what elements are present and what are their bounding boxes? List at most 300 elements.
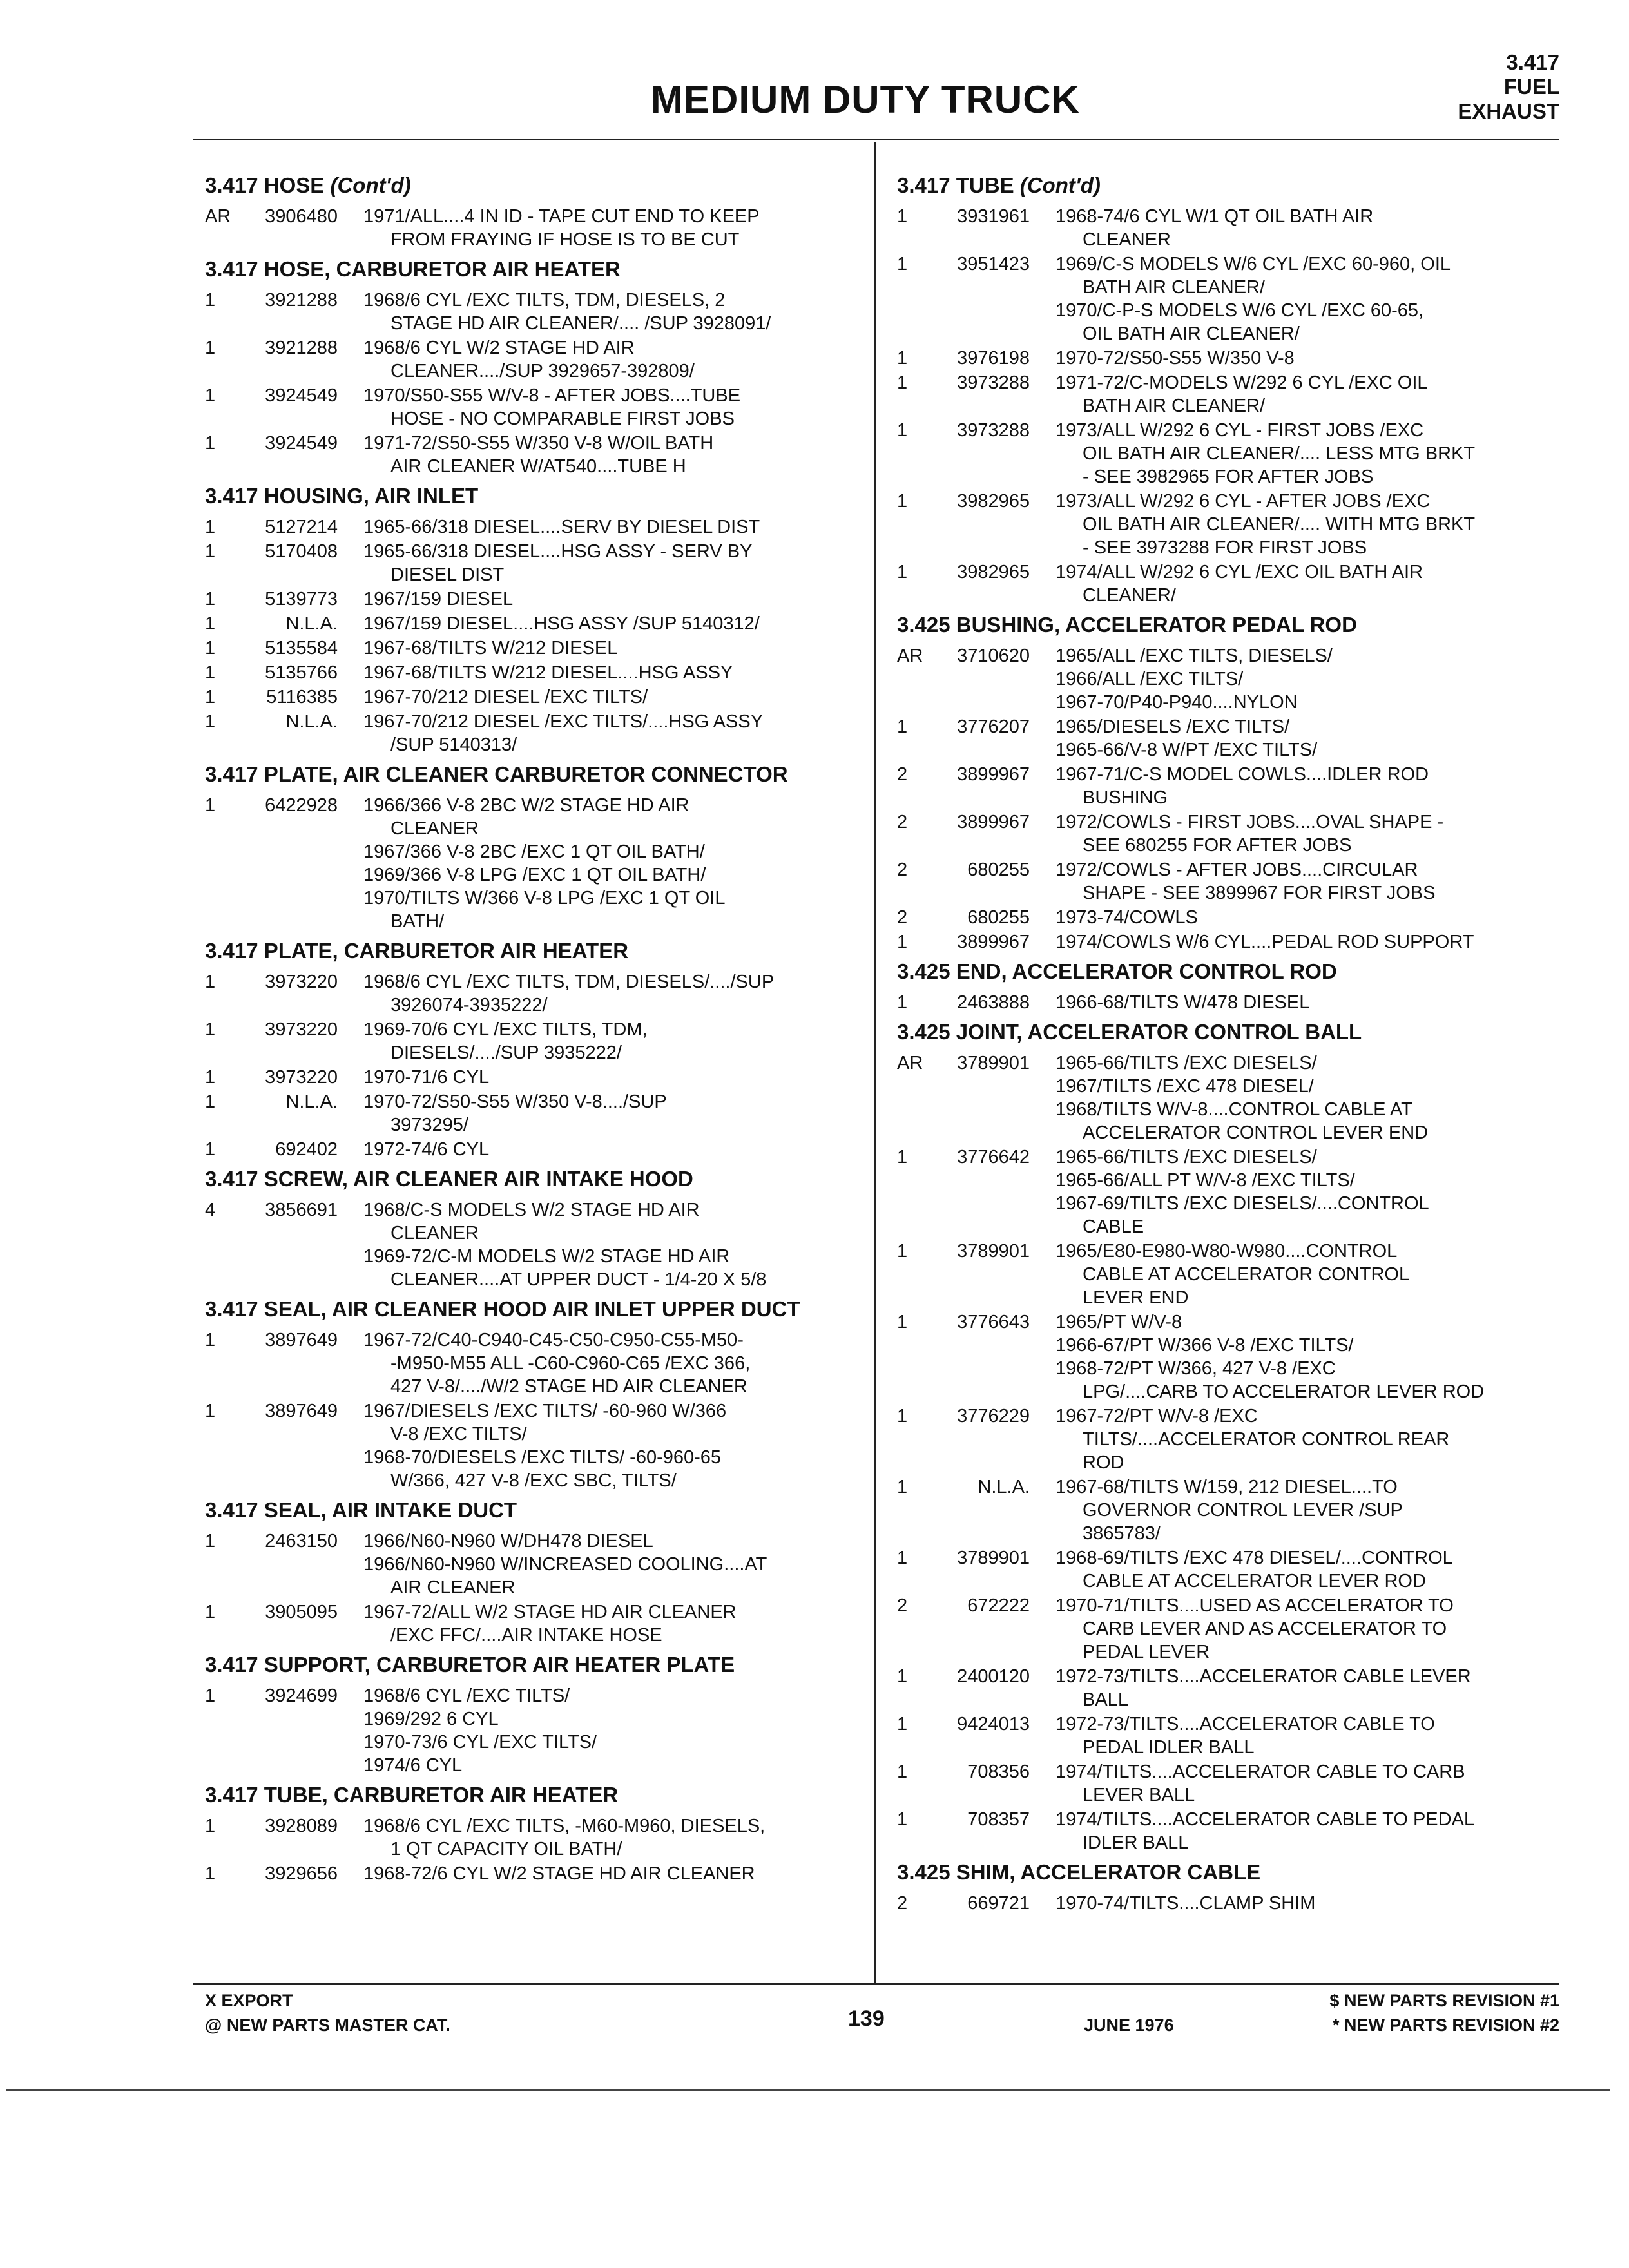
- part-row: [205, 289, 862, 335]
- part-quantity: 1: [205, 711, 216, 732]
- part-application: [363, 661, 862, 684]
- continued-marker: (Cont'd): [330, 173, 411, 197]
- application-line: 1968/6 CYL /EXC TILTS, TDM, DIESELS/..../SUP: [363, 972, 775, 992]
- catalog-section: [205, 1783, 862, 1885]
- part-quantity: 1: [205, 1091, 216, 1112]
- part-number: 3899967: [957, 932, 1030, 952]
- application-line: 1967-68/TILTS W/159, 212 DIESEL....TO: [1055, 1477, 1398, 1497]
- application-line: 1967/DIESELS /EXC TILTS/ -60-960 W/366: [363, 1401, 727, 1421]
- part-number: 6422928: [265, 795, 338, 816]
- part-row: [897, 715, 1554, 762]
- part-number: 3924699: [265, 1686, 338, 1706]
- page-bottom-rule: [6, 2089, 1610, 2091]
- part-quantity: 1: [205, 433, 216, 454]
- part-application: [1055, 1808, 1554, 1854]
- part-number: 3905095: [265, 1602, 338, 1622]
- part-number: 3973220: [265, 1067, 338, 1088]
- part-number: 3710620: [957, 646, 1030, 666]
- continued-marker: (Cont'd): [1019, 173, 1101, 197]
- part-application: [1055, 930, 1554, 954]
- section-number: 3.417: [205, 1498, 258, 1522]
- part-row: [897, 1475, 1554, 1545]
- part-quantity: 2: [897, 764, 908, 785]
- part-number: 680255: [967, 907, 1030, 928]
- part-row: [897, 347, 1554, 370]
- part-row: [897, 1405, 1554, 1474]
- part-number: N.L.A.: [285, 613, 338, 634]
- section-title: PLATE, CARBURETOR AIR HEATER: [264, 939, 629, 963]
- part-quantity: 1: [897, 1406, 908, 1427]
- column-divider: [874, 142, 876, 1984]
- application-line: 1969-72/C-M MODELS W/2 STAGE HD AIR: [363, 1246, 730, 1267]
- part-number: 3921288: [265, 338, 338, 358]
- part-quantity: 1: [205, 1863, 216, 1884]
- application-line: 1967/159 DIESEL: [363, 589, 514, 610]
- section-title: TUBE, CARBURETOR AIR HEATER: [264, 1783, 619, 1807]
- section-number: 3.417: [205, 1167, 258, 1191]
- part-application: [363, 1814, 862, 1861]
- part-number: 3906480: [265, 206, 338, 227]
- part-quantity: 1: [897, 562, 908, 582]
- part-application: [1055, 906, 1554, 929]
- application-line: 1965-66/318 DIESEL....SERV BY DIESEL DIST: [363, 517, 760, 537]
- part-row: [205, 1399, 862, 1492]
- application-line: BATH/: [390, 911, 445, 932]
- part-quantity: 1: [897, 1147, 908, 1168]
- part-row: [205, 205, 862, 251]
- application-line: 1973/ALL W/292 6 CYL - FIRST JOBS /EXC: [1055, 420, 1424, 441]
- section-category: FUEL: [1503, 75, 1559, 99]
- part-quantity: 1: [897, 1762, 908, 1782]
- application-line: 1966/ALL /EXC TILTS/: [1055, 669, 1244, 689]
- section-subcategory: EXHAUST: [1458, 99, 1559, 123]
- application-line: 1967/TILTS /EXC 478 DIESEL/: [1055, 1076, 1314, 1097]
- application-line: CARB LEVER AND AS ACCELERATOR TO: [1083, 1619, 1447, 1639]
- section-title: END, ACCELERATOR CONTROL ROD: [956, 959, 1337, 983]
- application-line: 1965-66/TILTS /EXC DIESELS/: [1055, 1053, 1317, 1073]
- application-line: 1968-72/6 CYL W/2 STAGE HD AIR CLEANER: [363, 1863, 755, 1884]
- part-quantity: 1: [897, 1241, 908, 1262]
- legend-export: X EXPORT: [205, 1991, 293, 2010]
- part-number: N.L.A.: [285, 1091, 338, 1112]
- application-line: 1971-72/C-MODELS W/292 6 CYL /EXC OIL: [1055, 372, 1428, 393]
- application-line: 1972-74/6 CYL: [363, 1139, 490, 1160]
- part-row: [205, 1862, 862, 1885]
- part-application: [363, 205, 862, 251]
- section-heading: [205, 258, 862, 281]
- section-number: 3.417: [205, 1783, 258, 1807]
- part-row: [897, 1665, 1554, 1711]
- part-row: [897, 205, 1554, 251]
- application-line: 1966/N60-N960 W/DH478 DIESEL: [363, 1531, 653, 1552]
- part-number: 3897649: [265, 1401, 338, 1421]
- application-line: LEVER BALL: [1083, 1785, 1195, 1805]
- application-line: 1967-70/P40-P940....NYLON: [1055, 692, 1298, 713]
- application-line: GOVERNOR CONTROL LEVER /SUP: [1083, 1500, 1403, 1521]
- part-row: [205, 1138, 862, 1161]
- part-quantity: 2: [897, 1893, 908, 1914]
- application-line: 1973-74/COWLS: [1055, 907, 1198, 928]
- application-line: PEDAL IDLER BALL: [1083, 1737, 1255, 1758]
- part-number: 2463888: [957, 992, 1030, 1013]
- application-line: 1969/C-S MODELS W/6 CYL /EXC 60-960, OIL: [1055, 254, 1451, 274]
- legend-revision-2: * NEW PARTS REVISION #2: [1332, 2015, 1559, 2035]
- application-line: CABLE AT ACCELERATOR CONTROL: [1083, 1264, 1410, 1285]
- application-line: 1968/C-S MODELS W/2 STAGE HD AIR: [363, 1200, 700, 1220]
- part-row: [205, 1814, 862, 1861]
- application-line: 1968-69/TILTS /EXC 478 DIESEL/....CONTROL: [1055, 1548, 1453, 1568]
- application-line: PEDAL LEVER: [1083, 1642, 1210, 1662]
- application-line: 1968/6 CYL W/2 STAGE HD AIR: [363, 338, 635, 358]
- part-quantity: 1: [897, 1714, 908, 1735]
- footer-rule: [193, 1983, 1559, 1985]
- section-heading: [205, 1499, 862, 1522]
- application-line: CLEANER: [390, 818, 479, 839]
- section-number: 3.417: [205, 939, 258, 963]
- application-line: 1971-72/S50-S55 W/350 V-8 W/OIL BATH: [363, 433, 714, 454]
- part-application: [363, 1329, 862, 1398]
- section-heading: [205, 174, 862, 197]
- part-application: [363, 970, 862, 1017]
- application-line: 1970-73/6 CYL /EXC TILTS/: [363, 1732, 597, 1753]
- part-quantity: 1: [205, 1531, 216, 1552]
- part-row: [897, 1808, 1554, 1854]
- application-line: STAGE HD AIR CLEANER/.... /SUP 3928091/: [390, 313, 771, 334]
- part-quantity: 1: [897, 372, 908, 393]
- part-quantity: 1: [205, 662, 216, 683]
- catalog-section: [897, 1861, 1554, 1915]
- application-line: CLEANER: [390, 1223, 479, 1244]
- catalog-section: [205, 258, 862, 478]
- application-line: BATH AIR CLEANER/: [1083, 396, 1266, 416]
- section-heading: [897, 613, 1554, 637]
- part-number: 3982965: [957, 491, 1030, 512]
- application-line: 1973/ALL W/292 6 CYL - AFTER JOBS /EXC: [1055, 491, 1431, 512]
- part-row: [205, 612, 862, 635]
- part-application: [1055, 1405, 1554, 1474]
- application-line: 1969-70/6 CYL /EXC TILTS, TDM,: [363, 1019, 648, 1040]
- part-application: [1055, 1760, 1554, 1807]
- application-line: 1967-70/212 DIESEL /EXC TILTS/....HSG ASSY: [363, 711, 764, 732]
- application-line: /SUP 5140313/: [390, 735, 517, 755]
- application-line: CLEANER: [1083, 229, 1171, 250]
- application-line: 1966/N60-N960 W/INCREASED COOLING....AT: [363, 1554, 767, 1575]
- part-quantity: 1: [897, 1477, 908, 1497]
- section-title: SCREW, AIR CLEANER AIR INTAKE HOOD: [264, 1167, 693, 1191]
- part-number: 3973288: [957, 420, 1030, 441]
- part-row: [897, 371, 1554, 418]
- section-code: 3.417: [1506, 50, 1559, 74]
- application-line: 1968/6 CYL /EXC TILTS, -M60-M960, DIESELS,: [363, 1816, 766, 1836]
- part-quantity: 1: [205, 338, 216, 358]
- part-row: [205, 1066, 862, 1089]
- section-title: SEAL, AIR INTAKE DUCT: [264, 1498, 517, 1522]
- section-number: 3.425: [897, 613, 950, 637]
- part-quantity: 1: [205, 1019, 216, 1040]
- section-heading: [205, 1783, 862, 1807]
- catalog-section: [205, 763, 862, 933]
- part-application: [1055, 858, 1554, 905]
- part-number: 3929656: [265, 1863, 338, 1884]
- part-number: 3789901: [957, 1241, 1030, 1262]
- part-application: [363, 289, 862, 335]
- section-heading: [205, 939, 862, 963]
- part-quantity: 1: [897, 491, 908, 512]
- part-application: [1055, 347, 1554, 370]
- section-heading: [205, 485, 862, 508]
- section-title: HOSE, CARBURETOR AIR HEATER: [264, 257, 621, 281]
- part-number: 708357: [967, 1809, 1030, 1830]
- application-line: 1967-69/TILTS /EXC DIESELS/....CONTROL: [1055, 1193, 1429, 1214]
- application-line: 1970-72/S50-S55 W/350 V-8: [1055, 348, 1295, 369]
- section-heading: [897, 1021, 1554, 1044]
- part-application: [1055, 490, 1554, 559]
- application-line: 1966/366 V-8 2BC W/2 STAGE HD AIR: [363, 795, 689, 816]
- catalog-section: [897, 174, 1554, 607]
- part-row: [205, 1198, 862, 1291]
- application-line: ACCELERATOR CONTROL LEVER END: [1083, 1122, 1429, 1143]
- part-row: [897, 1240, 1554, 1309]
- part-application: [1055, 715, 1554, 762]
- part-row: [897, 811, 1554, 857]
- part-number: 5135766: [265, 662, 338, 683]
- part-number: 3899967: [957, 764, 1030, 785]
- legend-revision-1: $ NEW PARTS REVISION #1: [1329, 1991, 1559, 2010]
- part-row: [897, 644, 1554, 714]
- application-line: FROM FRAYING IF HOSE IS TO BE CUT: [390, 229, 740, 250]
- part-quantity: 1: [897, 932, 908, 952]
- catalog-section: [205, 1499, 862, 1647]
- part-row: [205, 1530, 862, 1599]
- part-row: [897, 906, 1554, 929]
- section-title: PLATE, AIR CLEANER CARBURETOR CONNECTOR: [264, 762, 788, 786]
- part-row: [897, 1546, 1554, 1593]
- catalog-section: [205, 1168, 862, 1291]
- part-application: [1055, 205, 1554, 251]
- part-row: [205, 515, 862, 539]
- section-heading: [897, 960, 1554, 983]
- part-quantity: 1: [205, 541, 216, 562]
- part-number: 692402: [275, 1139, 338, 1160]
- application-line: LEVER END: [1083, 1287, 1189, 1308]
- part-row: [205, 588, 862, 611]
- part-number: 680255: [967, 860, 1030, 880]
- part-application: [363, 637, 862, 660]
- page-number: 139: [848, 2006, 885, 2031]
- application-line: 1970-71/6 CYL: [363, 1067, 490, 1088]
- part-row: [897, 763, 1554, 809]
- part-number: 3789901: [957, 1548, 1030, 1568]
- section-title: JOINT, ACCELERATOR CONTROL BALL: [956, 1020, 1362, 1044]
- application-line: 1974/ALL W/292 6 CYL /EXC OIL BATH AIR: [1055, 562, 1423, 582]
- part-quantity: 1: [205, 1330, 216, 1350]
- section-number: 3.417: [205, 1297, 258, 1321]
- section-heading: [897, 174, 1554, 197]
- part-quantity: 2: [897, 812, 908, 832]
- application-line: 1965-66/TILTS /EXC DIESELS/: [1055, 1147, 1317, 1168]
- part-row: [897, 1760, 1554, 1807]
- part-number: 3973288: [957, 372, 1030, 393]
- header-rule: [193, 139, 1559, 140]
- part-row: [205, 661, 862, 684]
- part-number: 5139773: [265, 589, 338, 610]
- application-line: - SEE 3973288 FOR FIRST JOBS: [1083, 537, 1367, 558]
- section-number: 3.425: [897, 1860, 950, 1884]
- part-number: 3897649: [265, 1330, 338, 1350]
- part-number: 2400120: [957, 1666, 1030, 1687]
- catalog-section: [205, 174, 862, 251]
- application-line: 1974/TILTS....ACCELERATOR CABLE TO CARB: [1055, 1762, 1465, 1782]
- part-row: [205, 336, 862, 383]
- application-line: 1967-70/212 DIESEL /EXC TILTS/: [363, 687, 648, 707]
- part-row: [897, 1594, 1554, 1664]
- part-quantity: 1: [205, 638, 216, 658]
- application-line: 1968-74/6 CYL W/1 QT OIL BATH AIR: [1055, 206, 1374, 227]
- part-number: 3776643: [957, 1312, 1030, 1332]
- application-line: 1970/S50-S55 W/V-8 - AFTER JOBS....TUBE: [363, 385, 741, 406]
- section-number: 3.417: [205, 762, 258, 786]
- part-row: [205, 710, 862, 756]
- part-number: N.L.A.: [285, 711, 338, 732]
- application-line: AIR CLEANER: [390, 1577, 516, 1598]
- application-line: SEE 680255 FOR AFTER JOBS: [1083, 835, 1352, 856]
- application-line: BATH AIR CLEANER/: [1083, 277, 1266, 298]
- application-line: SHAPE - SEE 3899967 FOR FIRST JOBS: [1083, 883, 1436, 903]
- application-line: 1968/6 CYL /EXC TILTS, TDM, DIESELS, 2: [363, 290, 726, 311]
- part-quantity: 1: [897, 1548, 908, 1568]
- part-quantity: 1: [897, 206, 908, 227]
- section-title: SUPPORT, CARBURETOR AIR HEATER PLATE: [264, 1653, 735, 1677]
- section-heading: [205, 1653, 862, 1677]
- part-number: 3776229: [957, 1406, 1030, 1427]
- application-line: CLEANER/: [1083, 585, 1177, 606]
- part-application: [363, 1530, 862, 1599]
- part-quantity: 1: [897, 348, 908, 369]
- part-quantity: 1: [205, 687, 216, 707]
- section-title: HOUSING, AIR INLET: [264, 484, 479, 508]
- part-number: 3931961: [957, 206, 1030, 227]
- application-line: /EXC FFC/....AIR INTAKE HOSE: [390, 1625, 662, 1646]
- part-number: 5127214: [265, 517, 338, 537]
- part-number: 3976198: [957, 348, 1030, 369]
- application-line: 3926074-3935222/: [390, 995, 548, 1015]
- application-line: 1974/COWLS W/6 CYL....PEDAL ROD SUPPORT: [1055, 932, 1474, 952]
- part-row: [205, 1090, 862, 1137]
- part-row: [897, 991, 1554, 1014]
- part-quantity: 1: [205, 1602, 216, 1622]
- part-row: [205, 970, 862, 1017]
- application-line: LPG/....CARB TO ACCELERATOR LEVER ROD: [1083, 1381, 1485, 1402]
- application-line: 1965/DIESELS /EXC TILTS/: [1055, 716, 1290, 737]
- part-number: N.L.A.: [978, 1477, 1030, 1497]
- part-number: 5135584: [265, 638, 338, 658]
- section-title: BUSHING, ACCELERATOR PEDAL ROD: [956, 613, 1357, 637]
- application-line: 1967-68/TILTS W/212 DIESEL....HSG ASSY: [363, 662, 733, 683]
- part-quantity: 1: [897, 992, 908, 1013]
- application-line: 1971/ALL....4 IN ID - TAPE CUT END TO KEEP: [363, 206, 760, 227]
- catalog-section: [205, 1298, 862, 1492]
- application-line: CLEANER....AT UPPER DUCT - 1/4-20 X 5/8: [390, 1269, 767, 1290]
- part-application: [1055, 1475, 1554, 1545]
- section-heading: [205, 763, 862, 786]
- application-line: 1966-67/PT W/366 V-8 /EXC TILTS/: [1055, 1335, 1354, 1356]
- part-number: 9424013: [957, 1714, 1030, 1735]
- part-application: [1055, 253, 1554, 345]
- part-number: 2463150: [265, 1531, 338, 1552]
- application-line: 1965-66/318 DIESEL....HSG ASSY - SERV BY: [363, 541, 753, 562]
- section-number: 3.425: [897, 1020, 950, 1044]
- part-number: 3776207: [957, 716, 1030, 737]
- part-application: [1055, 419, 1554, 488]
- part-quantity: 1: [897, 420, 908, 441]
- section-number: 3.417: [205, 1653, 258, 1677]
- part-quantity: 1: [205, 1686, 216, 1706]
- part-application: [363, 1684, 862, 1777]
- part-number: 5170408: [265, 541, 338, 562]
- application-line: 3865783/: [1083, 1523, 1161, 1544]
- part-quantity: AR: [897, 1053, 923, 1073]
- part-number: 708356: [967, 1762, 1030, 1782]
- part-quantity: 1: [205, 1067, 216, 1088]
- application-line: 1968/6 CYL /EXC TILTS/: [363, 1686, 570, 1706]
- application-line: 1970-71/TILTS....USED AS ACCELERATOR TO: [1055, 1595, 1454, 1616]
- application-line: 1968-70/DIESELS /EXC TILTS/ -60-960-65: [363, 1447, 722, 1468]
- part-row: [897, 419, 1554, 488]
- part-row: [205, 794, 862, 933]
- right-column: [897, 168, 1554, 1916]
- part-application: [363, 384, 862, 430]
- part-number: 669721: [967, 1893, 1030, 1914]
- application-line: AIR CLEANER W/AT540....TUBE H: [390, 456, 686, 477]
- section-number: 3.425: [897, 959, 950, 983]
- part-row: [205, 1684, 862, 1777]
- application-line: 1970/C-P-S MODELS W/6 CYL /EXC 60-65,: [1055, 300, 1424, 321]
- catalog-section: [897, 960, 1554, 1014]
- application-line: 1965-66/V-8 W/PT /EXC TILTS/: [1055, 740, 1318, 760]
- section-title: HOSE: [264, 173, 325, 197]
- part-quantity: 1: [897, 1666, 908, 1687]
- application-line: 1967-72/C40-C940-C45-C50-C950-C55-M50-: [363, 1330, 744, 1350]
- part-number: 3973220: [265, 1019, 338, 1040]
- part-quantity: 2: [897, 860, 908, 880]
- part-quantity: 1: [205, 385, 216, 406]
- application-line: 1965/E80-E980-W80-W980....CONTROL: [1055, 1241, 1398, 1262]
- part-application: [1055, 1146, 1554, 1238]
- part-application: [1055, 1052, 1554, 1144]
- application-line: TILTS/....ACCELERATOR CONTROL REAR: [1083, 1429, 1450, 1450]
- part-application: [363, 1138, 862, 1161]
- section-number: 3.417: [897, 173, 950, 197]
- part-application: [1055, 1594, 1554, 1664]
- application-line: OIL BATH AIR CLEANER/: [1083, 323, 1300, 344]
- section-number: 3.417: [205, 257, 258, 281]
- part-application: [1055, 644, 1554, 714]
- publication-date: JUNE 1976: [1084, 2015, 1174, 2035]
- section-title: SHIM, ACCELERATOR CABLE: [956, 1860, 1261, 1884]
- part-row: [897, 1892, 1554, 1915]
- part-application: [363, 686, 862, 709]
- application-line: DIESELS/..../SUP 3935222/: [390, 1043, 622, 1063]
- part-quantity: 1: [205, 972, 216, 992]
- part-application: [363, 612, 862, 635]
- section-heading: [205, 1298, 862, 1321]
- page-title: MEDIUM DUTY TRUCK: [651, 78, 1080, 121]
- part-row: [205, 686, 862, 709]
- application-line: 1965-66/ALL PT W/V-8 /EXC TILTS/: [1055, 1170, 1355, 1191]
- part-quantity: 1: [205, 1816, 216, 1836]
- application-line: - SEE 3982965 FOR AFTER JOBS: [1083, 466, 1374, 487]
- part-quantity: 1: [205, 290, 216, 311]
